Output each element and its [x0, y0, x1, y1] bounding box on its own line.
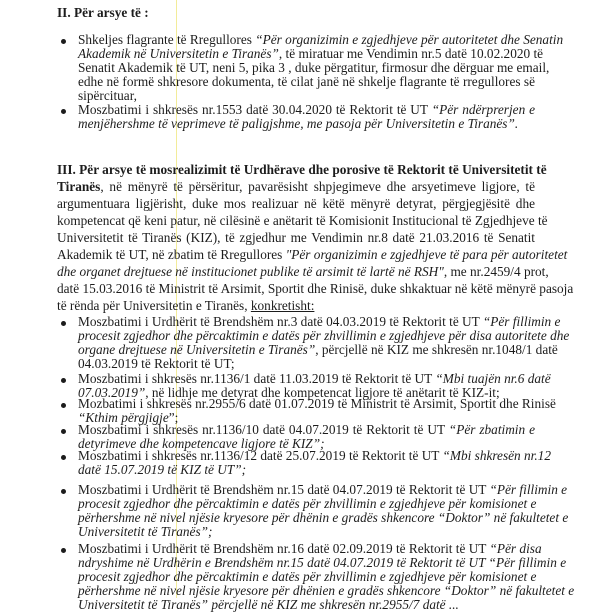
bullet-icon [61, 429, 66, 434]
bullet-icon [61, 321, 66, 326]
bullet-icon [61, 403, 66, 408]
bullet-icon [61, 39, 66, 44]
section-ii-heading: II. Për arsye të : [57, 5, 149, 20]
bullet-icon [61, 109, 66, 114]
bullet-icon [61, 455, 66, 460]
section-iii-heading: III. Për arsye të mosrealizimit të Urdhërave dhe porosive të Rektorit të Universitetit të [57, 162, 547, 177]
bullet-icon [61, 548, 66, 553]
bullet-icon [61, 378, 66, 383]
bullet-icon [61, 489, 66, 494]
document-page: II. Për arsye të : Shkeljes flagrante të Rregullores “Për organizimin e zgjedhjeve për autoritetet dhe Senatin Akademik në Universitetin e Tiranës”, të miratuar me Vendimin nr.5 datë 10.02.2020 të Senatit Akademik të UT, neni 5, pika 3 , duke përgatitur, firmosur dhe dërguar me email, edhe në formë shkresore dokumenta, të cilat janë në shkelje flagrante të rregullores së sipërcituar, Moszbatimi i shkresës nr.1553 datë 30.04.2020 të Rektorit të UT “Për ndërprerjen e menjëhershme të veprimeve të paligjshme, me pasoja për Universitetin e Tiranës”. III. Për arsye të mosrealizimit të Urdhërave dhe porosive të Rektorit të Universitetit të Tiranës, në mënyrë të përsëritur, pavarësisht shpjegimeve dhe arsyetimeve ligjore, të argumentuara ligjërisht, duke mos realizuar në këtë mënyrë detyrat, përgjegjësitë dhe kompetencat që keni patur, në cilësinë e anëtarit të Komisionit Institucional të Zgjedhjeve të Universitetit të Tiranës (KIZ), të zgjedhur me Vendimin nr.8 datë 21.03.2016 të Senatit Akademik të UT, në zbatim të Rregullores "Për organizimin e zgjedhjeve të para për autoritetet dhe organet drejtuese në institucionet publike të arsimit të lartë në RSH", me nr.2459/4 prot, datë 15.03.2016 të Ministrit të Arsimit, Sportit dhe Rinisë, duke shkaktuar në këtë mënyrë pasoja të rënda për Universitetin e Tiranës, konkretisht: Moszbatimi i Urdhërit të Brendshëm nr.3 datë 04.03.2019 të Rektorit të UT “Për fillimin e procesit zgjedhor dhe përcaktimin e datës për zhvillimin e zgjedhjeve për disa autoritete dhe organe drejtuese në Universitetin e Tiranës”, përcjellë në KIZ me shkresën nr.1048/1 datë 04.03.2019 të Rektorit të UT; Moszbatimi i shkresës nr.1136/1 datë 11.03.2019 të Rektorit të UT “Mbi tuajën nr.6 datë 07.03.2019”, në lidhje me detyrat dhe kompetencat ligjore të anëtarit të KIZ-it; Mozbatimi i shkresës nr.2955/6 datë 01.07.2019 të Ministrit të Arsimit, Sportit dhe Rinisë “Kthim përgjigje”; Moszbatimi i shkresës nr.1136/10 datë 04.07.2019 të Rektorit të UT “Për zbatimin e detyrimeve dhe kompetencave ligjore të KIZ”; Moszbatimi i shkresës nr.1136/12 datë 25.07.2019 të Rektorit të UT “Mbi shkresën nr.12 datë 15.07.2019 të KIZ të UT”; Moszbatimi i Urdhërit të Brendshëm nr.15 datë 04.07.2019 të Rektorit të UT “Për fillimin e procesit zgjedhor dhe përcaktimin e datës për zhvillimin e zgjedhjeve për komisionet e përhershme në nivel njësie kryesore për dhënin e gradës shkencore “Doktor” në fakultetet e Universitetit të Tiranës”; Moszbatimi i Urdhërit të Brendshëm nr.16 datë 02.09.2019 të Rektorit të UT “Për disa ndryshime në Urdhërin e Brendshëm nr.15 datë 04.07.2019 të Rektorit të UT “Për fillimin e procesit zgjedhor dhe përcaktimin e datës për zhvillimin e zgjedhjeve për komisionet e përhershme në nivel njësie kryesore për dhënien e gradës shkencore “Doktor” në fakultetet e Universitetit të Tiranës” përcjellë në KIZ me shkresën nr.2955/7 datë ... [0, 0, 604, 598]
